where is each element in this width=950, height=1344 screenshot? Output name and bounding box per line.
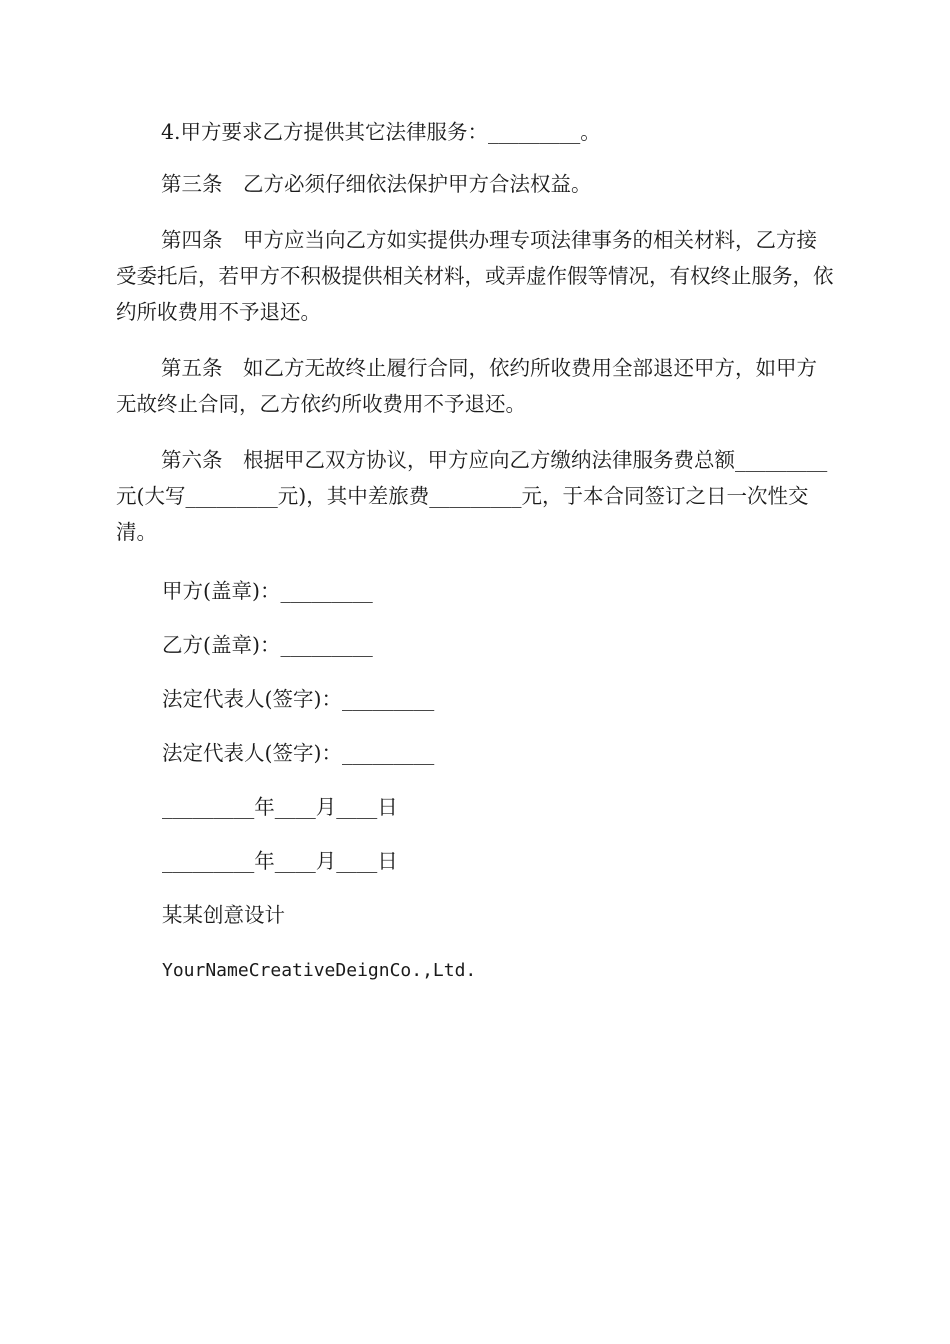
date-line-1: _________年____月____日: [162, 795, 398, 819]
article-6-text: 第六条 根据甲乙双方协议，甲方应向乙方缴纳法律服务费总额_________元(大写_________元)，其中差旅费_________元，于本合同签订之日一次性交清。: [116, 448, 828, 544]
article-4-text: 第四条 甲方应当向乙方如实提供办理专项法律事务的相关材料，乙方接受委托后，若甲方不积极提供相关材料，或弄虚作假等情况，有权终止服务，依约所收费用不予退还。: [116, 228, 834, 324]
legal-rep-signature-line-1: 法定代表人(签字)：_________: [162, 687, 435, 711]
legal-rep-signature-line-2: 法定代表人(签字)：_________: [162, 741, 435, 765]
company-name-cn: 某某创意设计: [162, 903, 285, 927]
item-4-text: 4.甲方要求乙方提供其它法律服务：_________。: [161, 120, 601, 144]
party-a-seal-line: 甲方(盖章)：_________: [162, 579, 373, 603]
company-name-en: YourNameCreativeDeignCo.,Ltd.: [162, 960, 477, 981]
article-3-text: 第三条 乙方必须仔细依法保护甲方合法权益。: [161, 172, 592, 196]
date-line-2: _________年____月____日: [162, 849, 398, 873]
party-b-seal-line: 乙方(盖章)：_________: [162, 633, 373, 657]
article-5-text: 第五条 如乙方无故终止履行合同，依约所收费用全部退还甲方，如甲方无故终止合同，乙方依约所收费用不予退还。: [116, 356, 817, 416]
